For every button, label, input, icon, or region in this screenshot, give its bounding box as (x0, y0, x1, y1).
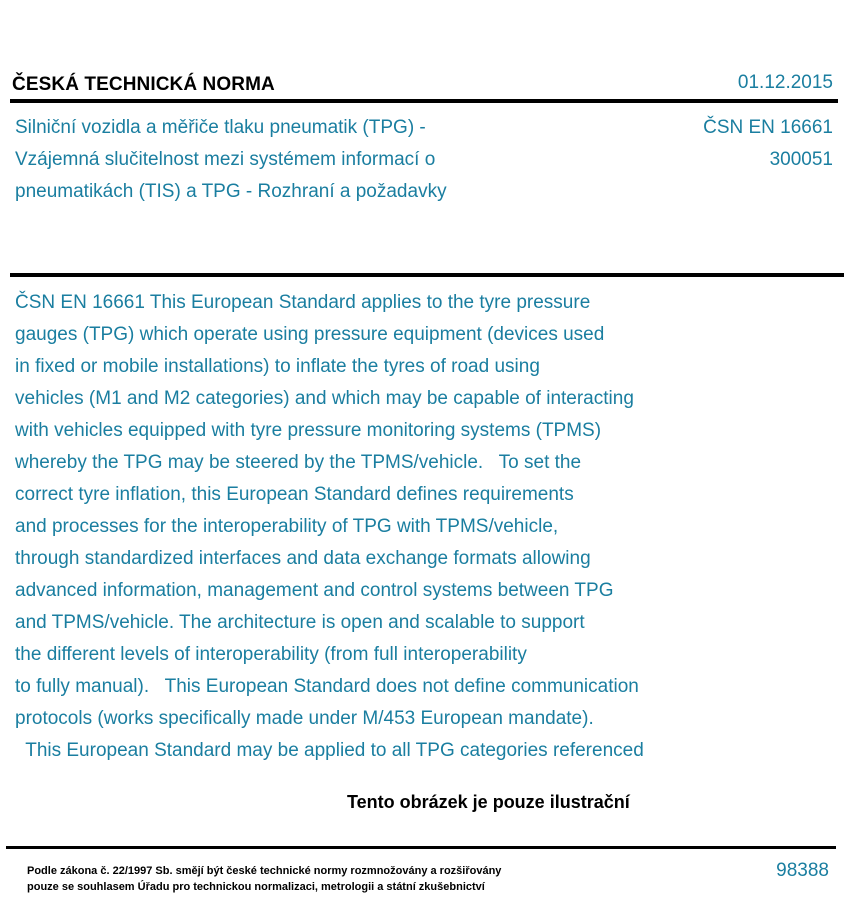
abstract-line: whereby the TPG may be steered by the TPMS/vehicle. To set the (15, 452, 582, 473)
abstract-line: to fully manual). This European Standard does not define communication (15, 676, 639, 697)
legal-notice-line-2: pouze se souhlasem Úřadu pro technickou normalizaci, metrologii a státní zkušebnictví (27, 881, 485, 893)
legal-notice-line-1: Podle zákona č. 22/1997 Sb. smějí být české technické normy rozmnožovány a rozšiřovány (27, 865, 502, 877)
subject-title-line-1: Silniční vozidla a měřiče tlaku pneumatik (TPG) - (15, 117, 426, 138)
abstract-line: in fixed or mobile installations) to inflate the tyres of road using (15, 356, 540, 377)
abstract-line: vehicles (M1 and M2 categories) and which may be capable of interacting (15, 388, 634, 409)
legal-notice (27, 863, 501, 895)
issue-date: 01.12.2015 (737, 72, 833, 93)
top-divider (10, 99, 838, 103)
abstract-line: through standardized interfaces and data exchange formats allowing (15, 548, 591, 569)
abstract-line: gauges (TPG) which operate using pressure equipment (devices used (15, 324, 605, 345)
document-number: 98388 (776, 860, 829, 881)
middle-divider (10, 273, 844, 277)
abstract-line: protocols (works specifically made under M/453 European mandate). (15, 708, 594, 729)
class-number: 300051 (769, 149, 833, 170)
document-heading: ČESKÁ TECHNICKÁ NORMA (12, 74, 275, 95)
abstract-line: correct tyre inflation, this European Standard defines requirements (15, 484, 574, 505)
abstract-line: ČSN EN 16661 This European Standard applies to the tyre pressure (15, 292, 591, 313)
abstract-line: advanced information, management and control systems between TPG (15, 580, 614, 601)
subject-title-line-2: Vzájemná slučitelnost mezi systémem informací o (15, 149, 436, 170)
bottom-divider (6, 846, 836, 849)
abstract-text (15, 287, 835, 767)
illustration-disclaimer: Tento obrázek je pouze ilustrační (347, 792, 630, 812)
standard-code: ČSN EN 16661 (703, 117, 833, 138)
subject-title-line-3: pneumatikách (TIS) a TPG - Rozhraní a požadavky (15, 181, 447, 202)
abstract-line: and processes for the interoperability of TPG with TPMS/vehicle, (15, 516, 559, 537)
abstract-line: the different levels of interoperability (from full interoperability (15, 644, 527, 665)
abstract-line: This European Standard may be applied to all TPG categories referenced (15, 740, 644, 761)
abstract-line: with vehicles equipped with tyre pressure monitoring systems (TPMS) (15, 420, 602, 441)
abstract-line: and TPMS/vehicle. The architecture is open and scalable to support (15, 612, 585, 633)
